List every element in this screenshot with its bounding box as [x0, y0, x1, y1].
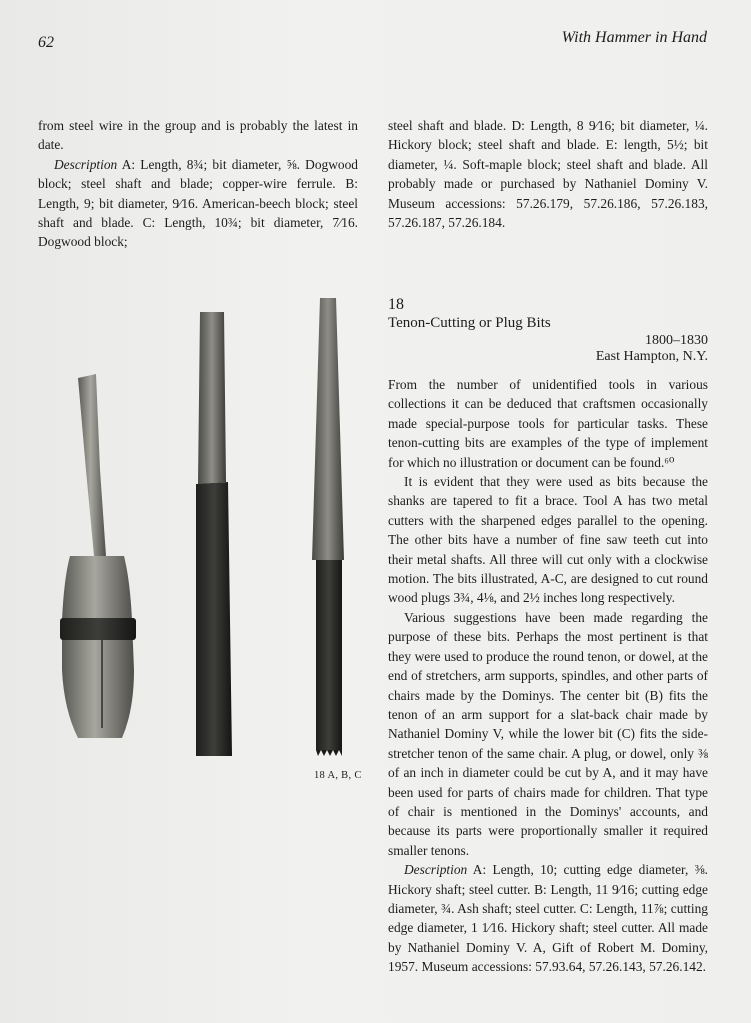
description-text: A: Length, 10; cutting edge diameter, ⅜. Hickory shaft; steel cutter. B: Length, 11 9⁄16; cutting edge diameter, ¾. Ash shaft; steel cutter. C: Length, 11⅞; cutting edge diameter, 1 1⁄16. Hickory shaft; steel cutter. All made by Nathaniel Dominy V. A, Gift of Robert M. Dominy, 1957. Museum accessions: 57.93.64, 57.26.143, 57.26.142.	[388, 862, 708, 975]
figure-caption: 18 A, B, C	[314, 770, 362, 781]
bit-b	[196, 312, 232, 756]
description-text: A: Length, 8¾; bit diameter, ⅝. Dogwood block; steel shaft and blade; copper-wire ferrule. B: Length, 9; bit diameter, 9⁄16. American-beech block; steel shaft and blade. C: Length, 10¾; bit diameter, 7⁄16. Dogwood block;	[38, 156, 358, 250]
entry-number: 18	[388, 296, 404, 313]
page-number: 62	[38, 34, 54, 51]
bit-a	[60, 374, 136, 738]
right-description-continuation: steel shaft and blade. D: Length, 8 9⁄16; bit diameter, ¼. Hickory block; steel shaft and blade. E: length, 5½; bit diameter, ¼. Soft-maple block; steel shaft and blade. All probably made or purchased by Nathaniel Dominy V. Museum accessions: 57.26.179, 57.26.186, 57.26.183, 57.26.187, 57.26.184.	[388, 118, 708, 231]
entry-place: East Hampton, N.Y.	[595, 349, 708, 364]
entry-date: 1800–1830	[645, 333, 708, 348]
tool-photograph	[50, 290, 370, 770]
entry-body	[388, 375, 708, 977]
running-title: With Hammer in Hand	[561, 29, 707, 46]
left-column	[38, 116, 358, 252]
bit-c	[312, 298, 344, 756]
entry-paragraph-3: Various suggestions have been made regarding the purpose of these bits. Perhaps the most pertinent is that they were used to produce the round tenon, or dowel, at the end of stretchers, arm supports, spindles, and other parts of chairs made by the Dominys. The center bit (B) fits the tenon of an arm support for a slat-back chair made by Nathaniel Dominy V, while the lower bit (C) fits the side-stretcher tenon of the same chair. A plug, or dowel, only ⅜ of an inch in diameter could be cut by A, and it may have been used for parts of chairs made for children. That type of chair is mentioned in the Dominys' accounts, and because its parts were proportionally smaller it required smaller tenons.	[388, 609, 708, 858]
left-description-paragraph	[38, 155, 358, 252]
entry-description-paragraph	[388, 860, 708, 976]
right-column-top	[388, 116, 708, 232]
description-label: Description	[404, 862, 468, 878]
entry-paragraph-2: It is evident that they were used as bits because the shanks are tapered to fit a brace. Tool A has two metal cutters with the sharpened edges parallel to the opening. The other bits have a number of fine saw teeth cut into their metal shafts. All three will cut only with a clockwise motion. The bits illustrated, A-C, are designed to cut round wood plugs 3¾, 4⅛, and 2½ inches long respectively.	[388, 474, 708, 606]
left-paragraph-continuation: from steel wire in the group and is probably the latest in date.	[38, 118, 358, 153]
entry-title: Tenon-Cutting or Plug Bits	[388, 315, 551, 331]
entry-paragraph-1: From the number of unidentified tools in various collections it can be deduced that craftsmen occasionally made special-purpose tools for particular tasks. These tenon-cutting bits are examples of the type of implement for which no illustration or document can be found.⁶⁰	[388, 377, 708, 470]
description-label: Description	[54, 156, 118, 172]
